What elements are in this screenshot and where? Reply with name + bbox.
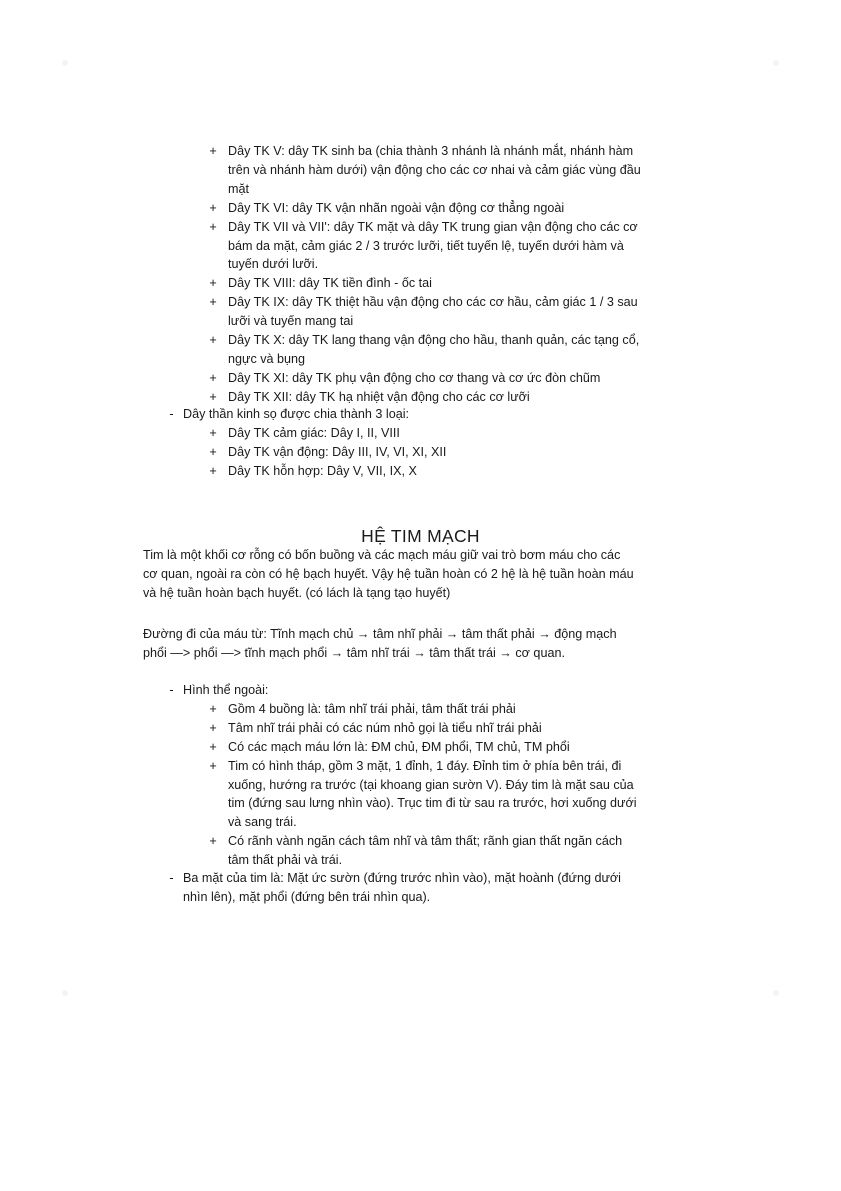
list-item xyxy=(198,462,720,481)
intro-paragraph xyxy=(143,546,703,603)
paragraph-line: phổi —> phổi —> tĩnh mạch phổi → tâm nhĩ trái → tâm thất trái → cơ quan. xyxy=(143,645,565,660)
list-item xyxy=(198,424,720,443)
classification-sublist xyxy=(198,424,720,481)
plus-bullet: + xyxy=(209,425,217,440)
cranial-nerves-list xyxy=(198,142,718,407)
list-item xyxy=(198,293,718,331)
list-item xyxy=(198,369,718,388)
list-item xyxy=(198,832,720,870)
plus-bullet: + xyxy=(209,720,217,735)
list-item-text: Gồm 4 buồng là: tâm nhĩ trái phải, tâm thất trái phải xyxy=(228,701,516,716)
scan-mark-top-left xyxy=(62,60,68,66)
list-item-text: Dây TK VII và VII': dây TK mặt và dây TK trung gian vận động cho các cơ xyxy=(228,219,638,234)
plus-bullet: + xyxy=(209,701,217,716)
list-item xyxy=(160,405,720,424)
list-item-text: ngực và bụng xyxy=(228,351,306,366)
list-item-text: Dây TK XI: dây TK phụ vận động cho cơ thang và cơ ức đòn chũm xyxy=(228,370,601,385)
list-item xyxy=(198,274,718,293)
list-item-text: tim (đứng sau lưng nhìn vào). Trục tim đi từ sau ra trước, hơi xuống dưới xyxy=(228,796,637,811)
plus-bullet: + xyxy=(209,758,217,773)
list-item-text: Tâm nhĩ trái phải có các núm nhỏ gọi là tiểu nhĩ trái phải xyxy=(228,720,542,735)
list-item xyxy=(198,443,720,462)
plus-bullet: + xyxy=(209,370,217,385)
plus-bullet: + xyxy=(209,219,217,234)
list-item-text: nhìn lên), mặt phổi (đứng bên trái nhìn qua). xyxy=(183,889,431,904)
list-item xyxy=(198,331,718,369)
external-shape-sublist xyxy=(198,700,720,870)
plus-bullet: + xyxy=(209,444,217,459)
external-shape-section xyxy=(160,681,720,870)
list-item xyxy=(198,199,718,218)
list-item-text: Dây TK V: dây TK sinh ba (chia thành 3 nhánh là nhánh mắt, nhánh hàm xyxy=(228,144,634,158)
list-item-text: Dây TK cảm giác: Dây I, II, VIII xyxy=(228,425,400,440)
list-item-text: Dây TK IX: dây TK thiệt hầu vận động cho các cơ hầu, cảm giác 1 / 3 sau xyxy=(228,295,638,310)
plus-bullet: + xyxy=(209,276,217,291)
list-item-text: Tim có hình tháp, gồm 3 mặt, 1 đỉnh, 1 đáy. Đỉnh tim ở phía bên trái, đi xyxy=(228,758,622,773)
list-item-text: Ba mặt của tim là: Mặt ức sườn (đứng trước nhìn vào), mặt hoành (đứng dưới xyxy=(183,871,621,885)
plus-bullet: + xyxy=(209,333,217,348)
scan-mark-top-right xyxy=(773,60,779,66)
list-item xyxy=(198,218,718,275)
list-item-text: xuống, hướng ra trước (tại khoang gian sườn V). Đáy tim là mặt sau của xyxy=(228,777,634,792)
plus-bullet: + xyxy=(209,739,217,754)
list-item-text: lưỡi và tuyến mang tai xyxy=(228,314,354,329)
paragraph-line: Đường đi của máu từ: Tĩnh mạch chủ → tâm nhĩ phải → tâm thất phải → động mạch xyxy=(143,627,617,641)
list-item-text: tuyến dưới lưỡi. xyxy=(228,257,319,272)
list-item-text: Dây TK hỗn hợp: Dây V, VII, IX, X xyxy=(228,463,417,478)
blood-path-paragraph xyxy=(143,625,703,663)
list-item-text: Dây TK VIII: dây TK tiền đình - ốc tai xyxy=(228,276,432,291)
paragraph-line: cơ quan, ngoài ra còn có hệ bạch huyết. Vậy hệ tuần hoàn có 2 hệ là hệ tuần hoàn máu xyxy=(143,566,634,581)
list-item-text: Dây TK vận động: Dây III, IV, VI, XI, XII xyxy=(228,444,447,459)
list-item xyxy=(198,719,720,738)
plus-bullet: + xyxy=(209,295,217,310)
list-item xyxy=(160,681,720,700)
plus-bullet: + xyxy=(209,144,217,158)
plus-bullet: + xyxy=(209,834,217,849)
list-item-text: trên và nhánh hàm dưới) vận động cho các cơ nhai và cảm giác vùng đầu xyxy=(228,162,641,177)
paragraph-line: Tim là một khối cơ rỗng có bốn buồng và các mạch máu giữ vai trò bơm máu cho các xyxy=(143,548,621,562)
scan-mark-bottom-left xyxy=(62,990,68,996)
list-item xyxy=(198,738,720,757)
dash-bullet: - xyxy=(169,683,174,697)
list-item-text: mặt xyxy=(228,181,249,196)
plus-bullet: + xyxy=(209,463,217,478)
list-item-text: Hình thể ngoài: xyxy=(183,683,269,697)
classification-section xyxy=(160,405,720,481)
dash-bullet: - xyxy=(169,407,174,421)
list-item xyxy=(198,757,720,833)
list-item-text: Dây TK VI: dây TK vận nhãn ngoài vận động cơ thẳng ngoài xyxy=(228,200,565,215)
plus-bullet: + xyxy=(209,389,217,404)
list-item-text: và sang trái. xyxy=(228,815,297,830)
plus-bullet: + xyxy=(209,200,217,215)
scan-mark-bottom-right xyxy=(773,990,779,996)
list-item-text: bám da mặt, cảm giác 2 / 3 trước lưỡi, tiết tuyến lệ, tuyến dưới hàm và xyxy=(228,238,624,253)
list-item xyxy=(198,388,718,407)
list-item-text: Có các mạch máu lớn là: ĐM chủ, ĐM phổi, TM chủ, TM phổi xyxy=(228,739,570,754)
list-item xyxy=(198,700,720,719)
list-item-text: Dây TK X: dây TK lang thang vận động cho hầu, thanh quản, các tạng cổ, xyxy=(228,333,640,348)
list-item-text: Có rãnh vành ngăn cách tâm nhĩ và tâm thất; rãnh gian thất ngăn cách xyxy=(228,834,623,849)
section-heading: HỆ TIM MẠCH xyxy=(361,526,480,546)
list-item xyxy=(198,142,718,199)
dash-bullet: - xyxy=(169,871,174,885)
list-item-text: tâm thất phải và trái. xyxy=(228,853,343,868)
paragraph-line: và hệ tuần hoàn bạch huyết. (có lách là tạng tạo huyết) xyxy=(143,585,451,600)
list-item xyxy=(160,869,720,907)
list-item-text: Dây TK XII: dây TK hạ nhiệt vận động cho các cơ lưỡi xyxy=(228,389,530,404)
three-faces-section xyxy=(160,869,720,907)
list-item-text: Dây thần kinh sọ được chia thành 3 loại: xyxy=(183,407,410,421)
